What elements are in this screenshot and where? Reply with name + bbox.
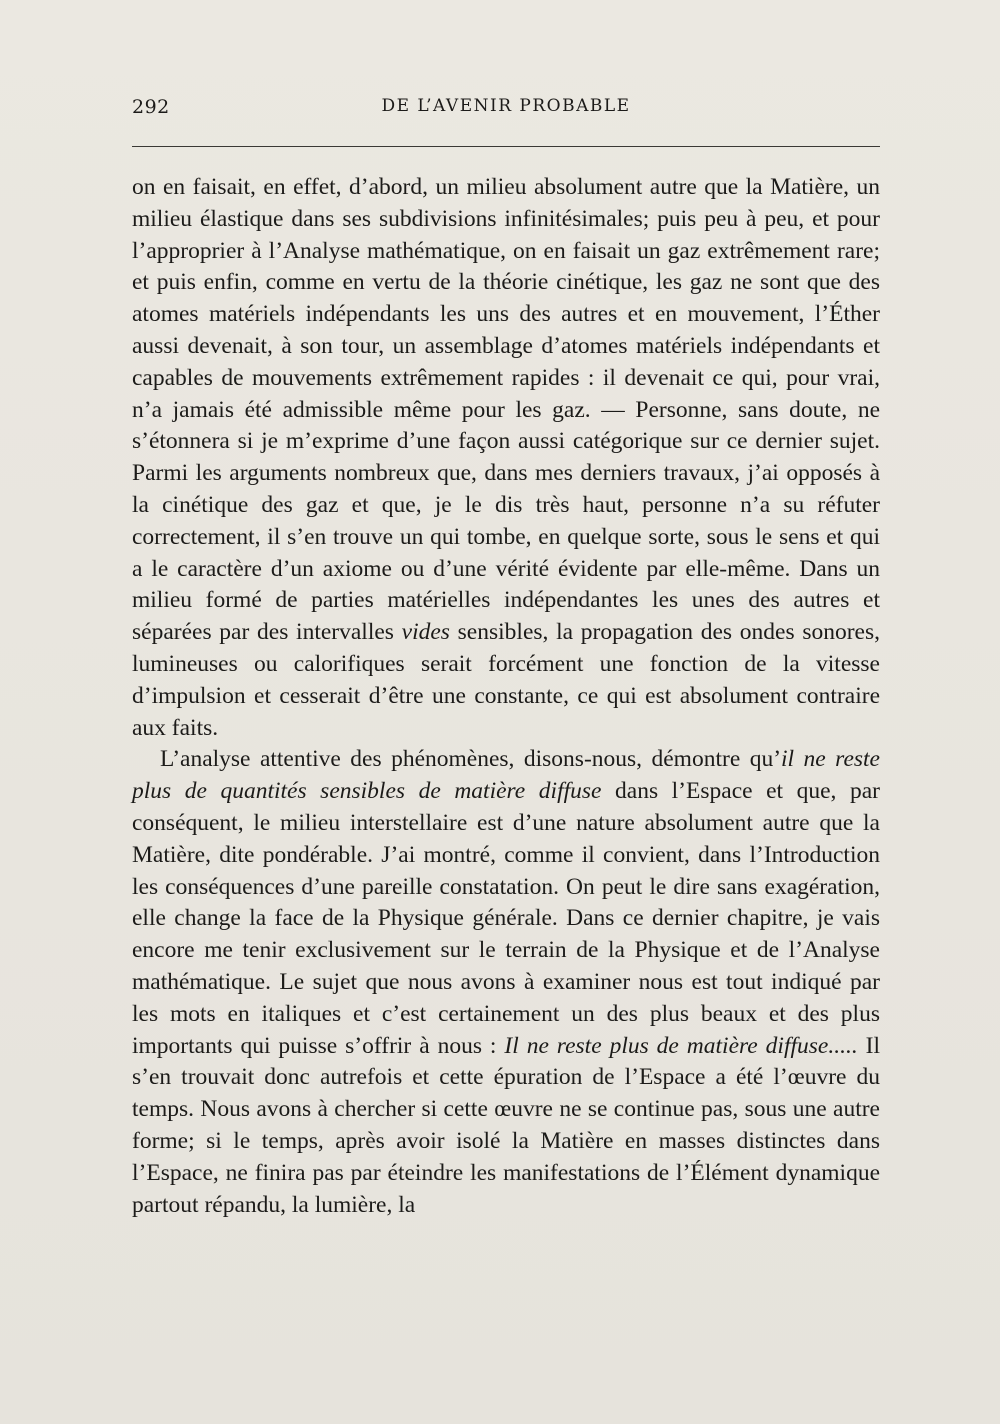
text-segment: L’analyse attentive des phénomènes, disons-nous, démontre qu’ [160, 746, 782, 773]
italic-segment: il ne reste plus de quantités sensibles de matière diffuse [132, 746, 880, 805]
italic-segment: Il ne reste plus de matière diffuse..... [504, 1032, 858, 1059]
body-text [132, 172, 880, 1221]
text-segment: Il s’en trouvait donc autrefois et cette épuration de l’Espace a été l’œuvre du temps. Nous avons à chercher si cette œuvre ne se continue pas, sous une autre forme; si le temps, après avoir isolé la Matière en masses distinctes dans l’Espace, ne finira pas par éteindre les manifestations de l’Élément dynamique partout répandu, la lumière, la [132, 1032, 881, 1218]
page-header [132, 96, 880, 126]
text-segment: dans l’Espace et que, par conséquent, le milieu interstellaire est d’une nature absolument autre que la Matière, dite pondérable. J’ai montré, comme il convient, dans l’Introduction les conséquences d’une pareille constatation. On peut le dire sans exagération, elle change la face de la Physique générale. Dans ce dernier chapitre, je vais encore me tenir exclusivement sur le terrain de la Physique et de l’Analyse mathématique. Le sujet que nous avons à examiner nous est tout indiqué par les mots en italiques et c’est certainement un des plus beaux et des plus importants qui puisse s’offrir à nous : [132, 778, 880, 1059]
text-segment: sensibles, la propagation des ondes sonores, lumineuses ou calorifiques serait forcément une fonction de la vitesse d’impulsion et cesserait d’être une constante, ce qui est absolument contraire aux faits. [132, 619, 880, 741]
page-number: 292 [132, 96, 170, 118]
header-rule [132, 146, 880, 147]
italic-segment: vides [401, 619, 450, 646]
paragraph-1 [132, 172, 880, 744]
text-segment: on en faisait, en effet, d’abord, un milieu absolument autre que la Matière, un milieu élastique dans ses subdivisions infinitésimales; puis peu à peu, et pour l’approprier à l’Analyse mathématique, on en faisait un gaz extrêmement rare; et puis enfin, comme en vertu de la théorie cinétique, les gaz ne sont que des atomes matériels indépendants les uns des autres et en mouvement, l’Éther aussi devenait, à son tour, un assemblage d’atomes matériels indépendants et capables de mouvements extrêmement rapides : il devenait ce qui, pour vrai, n’a jamais été admissible même pour les gaz. — Personne, sans doute, ne s’étonnera si je m’exprime d’une façon aussi catégorique sur ce dernier sujet. Parmi les arguments nombreux que, dans mes derniers travaux, j’ai opposés à la cinétique des gaz et que, je le dis très haut, personne n’a su réfuter correctement, il s’en trouve un qui tombe, en quelque sorte, sous le sens et qui a le caractère d’un axiome ou d’une vérité évidente par elle-même. Dans un milieu formé de parties matérielles indépendantes les unes des autres et séparées par des intervalles [132, 174, 880, 646]
paragraph-2 [132, 744, 880, 1221]
running-title: DE L’AVENIR PROBABLE [381, 96, 631, 116]
